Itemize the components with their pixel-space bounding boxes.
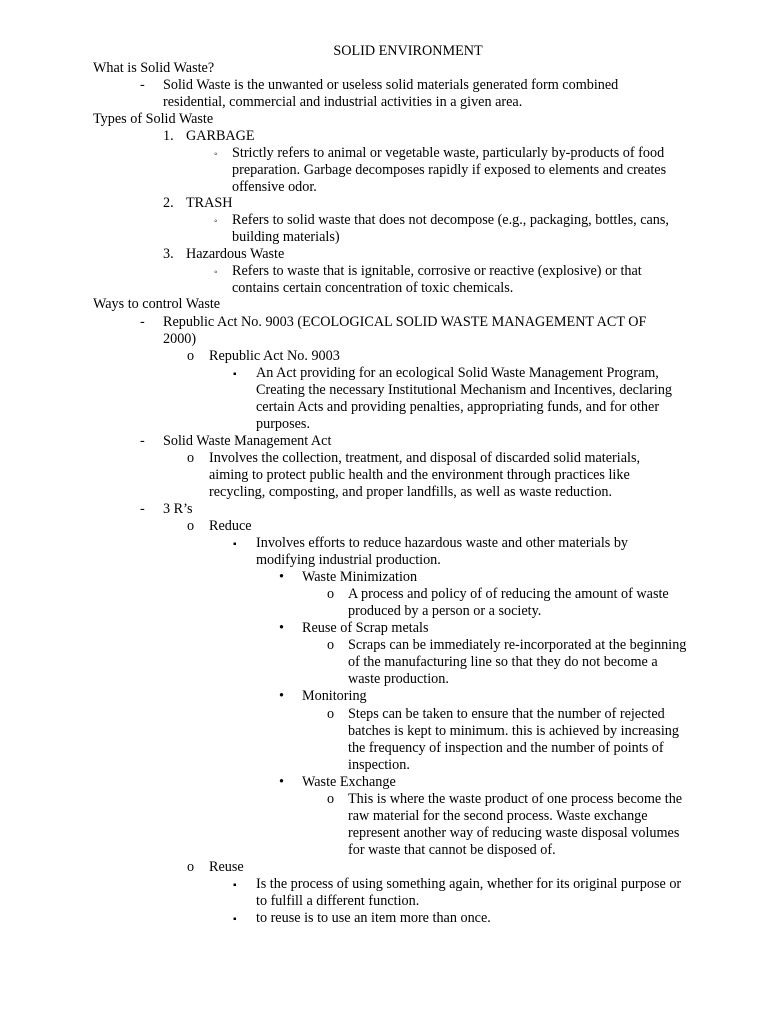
republic-act-desc-line-2: Creating the necessary Institutional Mechanism and Incentives, declaring bbox=[256, 382, 673, 398]
reuse-label: Reuse bbox=[209, 859, 244, 875]
scrap-desc-line-3: waste production. bbox=[348, 671, 449, 687]
monitoring-desc-line-3: the frequency of inspection and the number of points of bbox=[348, 740, 664, 756]
hazardous-desc-line-2: contains certain concentration of toxic chemicals. bbox=[232, 280, 514, 296]
swm-act-label: Solid Waste Management Act bbox=[163, 433, 332, 449]
definition-line-2: residential, commercial and industrial activities in a given area. bbox=[163, 94, 523, 110]
reduce-desc-line-1: Involves efforts to reduce hazardous waste and other materials by bbox=[256, 535, 629, 551]
garbage-desc-line-3: offensive odor. bbox=[232, 179, 317, 195]
dash-marker: - bbox=[140, 314, 145, 330]
waste-exchange-desc-line-3: represent another way of reducing waste disposal volumes bbox=[348, 825, 680, 841]
o-marker: o bbox=[187, 450, 195, 466]
reuse-desc-line-1: Is the process of using something again, whether for its original purpose or bbox=[256, 876, 682, 892]
bullet-icon: • bbox=[279, 620, 284, 636]
republic-act-desc-line-3: certain Acts and providing penalties, appropriating funds, and for other bbox=[256, 399, 660, 415]
o-marker: o bbox=[187, 518, 195, 534]
list-number: 2. bbox=[163, 195, 174, 211]
republic-act-line-2: 2000) bbox=[163, 331, 197, 347]
waste-exchange-desc-line-2: raw material for the second process. Waste exchange bbox=[348, 808, 648, 824]
o-marker: o bbox=[327, 586, 335, 602]
square-bullet-icon: ▪ bbox=[233, 369, 237, 380]
circle-bullet-icon: ◦ bbox=[214, 149, 218, 160]
reduce-label: Reduce bbox=[209, 518, 252, 534]
hazardous-desc-line-1: Refers to waste that is ignitable, corrosive or reactive (explosive) or that bbox=[232, 263, 642, 279]
dash-marker: - bbox=[140, 433, 145, 449]
waste-minimization-desc-line-2: produced by a person or a society. bbox=[348, 603, 542, 619]
dash-marker: - bbox=[140, 501, 145, 517]
list-number: 1. bbox=[163, 128, 174, 144]
reuse-scrap-metals-label: Reuse of Scrap metals bbox=[302, 620, 429, 636]
square-bullet-icon: ▪ bbox=[233, 880, 237, 891]
three-rs-label: 3 R’s bbox=[163, 501, 193, 517]
swm-desc-line-3: recycling, composting, and proper landfills, as well as waste reduction. bbox=[209, 484, 613, 500]
waste-exchange-desc-line-1: This is where the waste product of one process become the bbox=[348, 791, 683, 807]
garbage-desc-line-2: preparation. Garbage decomposes rapidly if exposed to elements and creates bbox=[232, 162, 667, 178]
republic-act-desc-line-4: purposes. bbox=[256, 416, 310, 432]
type-hazardous-label: Hazardous Waste bbox=[186, 246, 285, 262]
monitoring-label: Monitoring bbox=[302, 688, 367, 704]
heading-types-of-solid-waste: Types of Solid Waste bbox=[93, 111, 214, 127]
republic-act-desc-line-1: An Act providing for an ecological Solid Waste Management Program, bbox=[256, 365, 659, 381]
republic-act-sub-label: Republic Act No. 9003 bbox=[209, 348, 340, 364]
monitoring-desc-line-2: batches is kept to minimum. this is achieved by increasing bbox=[348, 723, 679, 739]
trash-desc-line-1: Refers to solid waste that does not decompose (e.g., packaging, bottles, cans, bbox=[232, 212, 669, 228]
reduce-desc-line-2: modifying industrial production. bbox=[256, 552, 441, 568]
bullet-icon: • bbox=[279, 688, 284, 704]
waste-minimization-desc-line-1: A process and policy of of reducing the amount of waste bbox=[348, 586, 669, 602]
swm-desc-line-2: aiming to protect public health and the environment through practices like bbox=[209, 467, 630, 483]
monitoring-desc-line-1: Steps can be taken to ensure that the number of rejected bbox=[348, 706, 665, 722]
dash-marker: - bbox=[140, 77, 145, 93]
definition-line-1: Solid Waste is the unwanted or useless solid materials generated form combined bbox=[163, 77, 619, 93]
heading-what-is-solid-waste: What is Solid Waste? bbox=[93, 60, 215, 76]
o-marker: o bbox=[187, 859, 195, 875]
bullet-icon: • bbox=[279, 569, 284, 585]
circle-bullet-icon: ◦ bbox=[214, 267, 218, 278]
o-marker: o bbox=[327, 706, 335, 722]
scrap-desc-line-1: Scraps can be immediately re-incorporated at the beginning bbox=[348, 637, 687, 653]
list-number: 3. bbox=[163, 246, 174, 262]
monitoring-desc-line-4: inspection. bbox=[348, 757, 410, 773]
scrap-desc-line-2: of the manufacturing line so that they do not become a bbox=[348, 654, 658, 670]
o-marker: o bbox=[327, 791, 335, 807]
circle-bullet-icon: ◦ bbox=[214, 216, 218, 227]
o-marker: o bbox=[187, 348, 195, 364]
heading-ways-to-control-waste: Ways to control Waste bbox=[93, 296, 221, 312]
o-marker: o bbox=[327, 637, 335, 653]
reuse-desc-line-3: to reuse is to use an item more than once. bbox=[256, 910, 491, 926]
square-bullet-icon: ▪ bbox=[233, 914, 237, 925]
swm-desc-line-1: Involves the collection, treatment, and disposal of discarded solid materials, bbox=[209, 450, 641, 466]
type-trash-label: TRASH bbox=[186, 195, 233, 211]
republic-act-line-1: Republic Act No. 9003 (ECOLOGICAL SOLID WASTE MANAGEMENT ACT OF bbox=[163, 314, 647, 330]
document-title: SOLID ENVIRONMENT bbox=[333, 43, 483, 59]
type-garbage-label: GARBAGE bbox=[186, 128, 255, 144]
trash-desc-line-2: building materials) bbox=[232, 229, 340, 245]
bullet-icon: • bbox=[279, 774, 284, 790]
waste-exchange-label: Waste Exchange bbox=[302, 774, 396, 790]
reuse-desc-line-2: to fulfill a different function. bbox=[256, 893, 420, 909]
waste-minimization-label: Waste Minimization bbox=[302, 569, 418, 585]
garbage-desc-line-1: Strictly refers to animal or vegetable waste, particularly by-products of food bbox=[232, 145, 665, 161]
waste-exchange-desc-line-4: for waste that cannot be disposed of. bbox=[348, 842, 556, 858]
square-bullet-icon: ▪ bbox=[233, 539, 237, 550]
